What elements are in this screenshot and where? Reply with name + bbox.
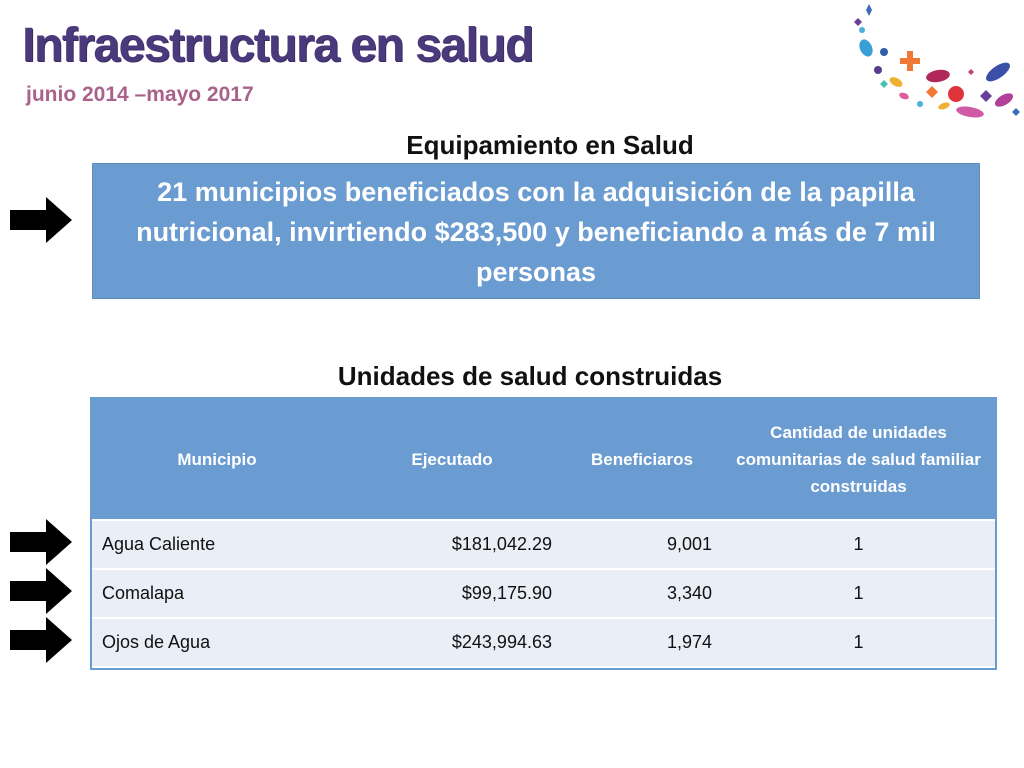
header-beneficiarios: Beneficiaros <box>562 399 722 520</box>
arrow-right-icon <box>10 617 72 663</box>
arrow-right-icon <box>10 197 72 243</box>
cell-municipio: Agua Caliente <box>92 520 342 569</box>
page-title: Infraestructura en salud <box>22 19 533 72</box>
cell-ejecutado: $243,994.63 <box>342 618 562 667</box>
header-municipio: Municipio <box>92 399 342 520</box>
cell-beneficiarios: 3,340 <box>562 569 722 618</box>
cell-municipio: Ojos de Agua <box>92 618 342 667</box>
table-row <box>92 569 995 618</box>
cell-cantidad: 1 <box>722 569 995 618</box>
page-subtitle: junio 2014 –mayo 2017 <box>26 83 254 106</box>
header-ejecutado: Ejecutado <box>342 399 562 520</box>
cell-ejecutado: $181,042.29 <box>342 520 562 569</box>
section-heading-equipamiento: Equipamiento en Salud <box>406 130 694 160</box>
cell-beneficiarios: 1,974 <box>562 618 722 667</box>
callout-box: 21 municipios beneficiados con la adquisición de la papilla nutricional, invirtiendo $283,500 y beneficiando a más de 7 mil personas <box>92 163 980 299</box>
units-table <box>92 399 995 668</box>
cell-cantidad: 1 <box>722 618 995 667</box>
cell-beneficiarios: 9,001 <box>562 520 722 569</box>
cell-cantidad: 1 <box>722 520 995 569</box>
decorative-confetti-icon <box>840 0 1024 130</box>
arrow-right-icon <box>10 568 72 614</box>
table-row <box>92 520 995 569</box>
table-row <box>92 618 995 667</box>
arrow-right-icon <box>10 519 72 565</box>
cell-ejecutado: $99,175.90 <box>342 569 562 618</box>
header-cantidad-unidades: Cantidad de unidades comunitarias de salud familiar construidas <box>722 399 995 520</box>
table-header-row <box>92 399 995 520</box>
section-heading-unidades: Unidades de salud construidas <box>337 361 723 391</box>
cell-municipio: Comalapa <box>92 569 342 618</box>
